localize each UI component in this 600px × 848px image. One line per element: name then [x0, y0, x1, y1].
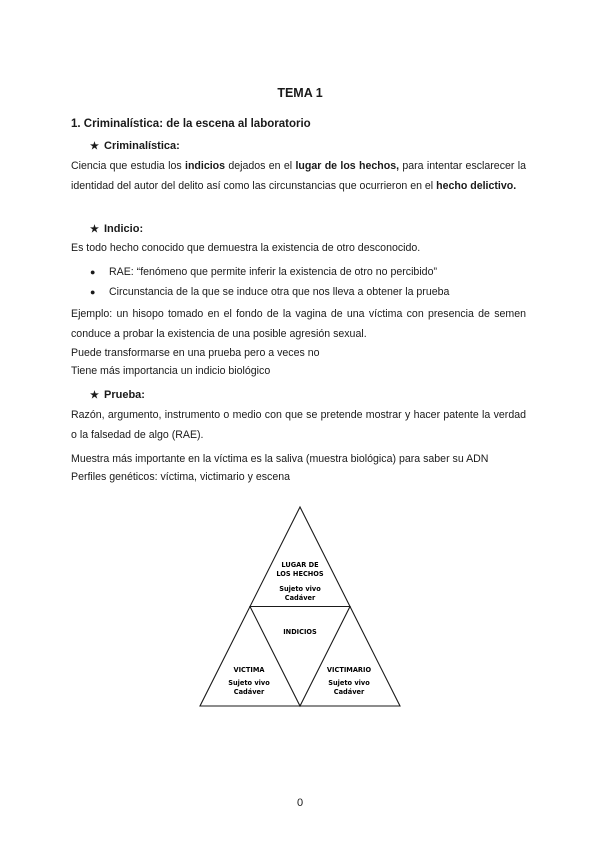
list-item: ● RAE: “fenómeno que permite inferir la existencia de otro no percibido” — [90, 266, 437, 278]
star-bullet-icon: ★ — [90, 224, 99, 235]
indicio-line-1: Puede transformarse en una prueba pero a veces no — [71, 347, 320, 359]
prueba-line-1: Muestra más importante en la víctima es la saliva (muestra biológica) para saber su ADN — [71, 453, 489, 465]
page-title: TEMA 1 — [277, 86, 323, 100]
diagram-top-label: LUGAR DE — [281, 561, 319, 569]
star-bullet-icon: ★ — [90, 141, 99, 152]
diagram-top-sublabel: Cadáver — [284, 594, 316, 602]
subheading-indicio: ★ Indicio: — [90, 223, 144, 235]
section-heading: 1. Criminalística: de la escena al laboratorio — [71, 118, 311, 130]
diagram-right-label: VICTIMARIO — [326, 666, 372, 674]
diagram-left-sublabel: Sujeto vivo — [228, 679, 270, 687]
list-item: ● Circunstancia de la que se induce otra que nos lleva a obtener la prueba — [90, 286, 450, 298]
diagram-right-sublabel: Cadáver — [333, 688, 365, 696]
subheading-criminalistica: ★ Criminalística: — [90, 140, 180, 152]
subheading-prueba: ★ Prueba: — [90, 389, 145, 401]
indicio-definition: Es todo hecho conocido que demuestra la existencia de otro desconocido. — [71, 242, 421, 254]
bullet-dot-icon: ● — [90, 287, 96, 297]
diagram-center-label: INDICIOS — [283, 628, 317, 636]
prueba-definition: Razón, argumento, instrumento o medio con que se pretende mostrar y hacer patente la verdad o la falsedad de algo (RAE). — [71, 409, 526, 441]
bullet-dot-icon: ● — [90, 267, 96, 277]
indicio-example: Ejemplo: un hisopo tomado en el fondo de la vagina de una víctima con presencia de semen conduce a probar la existencia de una posible agresión sexual. — [71, 308, 526, 340]
diagram-top-sublabel: Sujeto vivo — [279, 585, 321, 593]
criminalistica-paragraph: Ciencia que estudia los indicios dejados en el lugar de los hechos, para intentar esclarecer la identidad del autor del delito así como las circunstancias que ocurrieron en el hecho delictivo. — [71, 160, 526, 192]
diagram-left-sublabel: Cadáver — [233, 688, 265, 696]
prueba-line-2: Perfiles genéticos: víctima, victimario y escena — [71, 471, 291, 483]
diagram-right-sublabel: Sujeto vivo — [328, 679, 370, 687]
diagram-left-label: VICTIMA — [233, 666, 265, 674]
indicio-line-2: Tiene más importancia un indicio biológico — [71, 365, 271, 377]
star-bullet-icon: ★ — [90, 390, 99, 401]
page-number: 0 — [296, 797, 304, 809]
triangle-diagram — [195, 503, 405, 711]
diagram-top-label: LOS HECHOS — [276, 570, 324, 578]
